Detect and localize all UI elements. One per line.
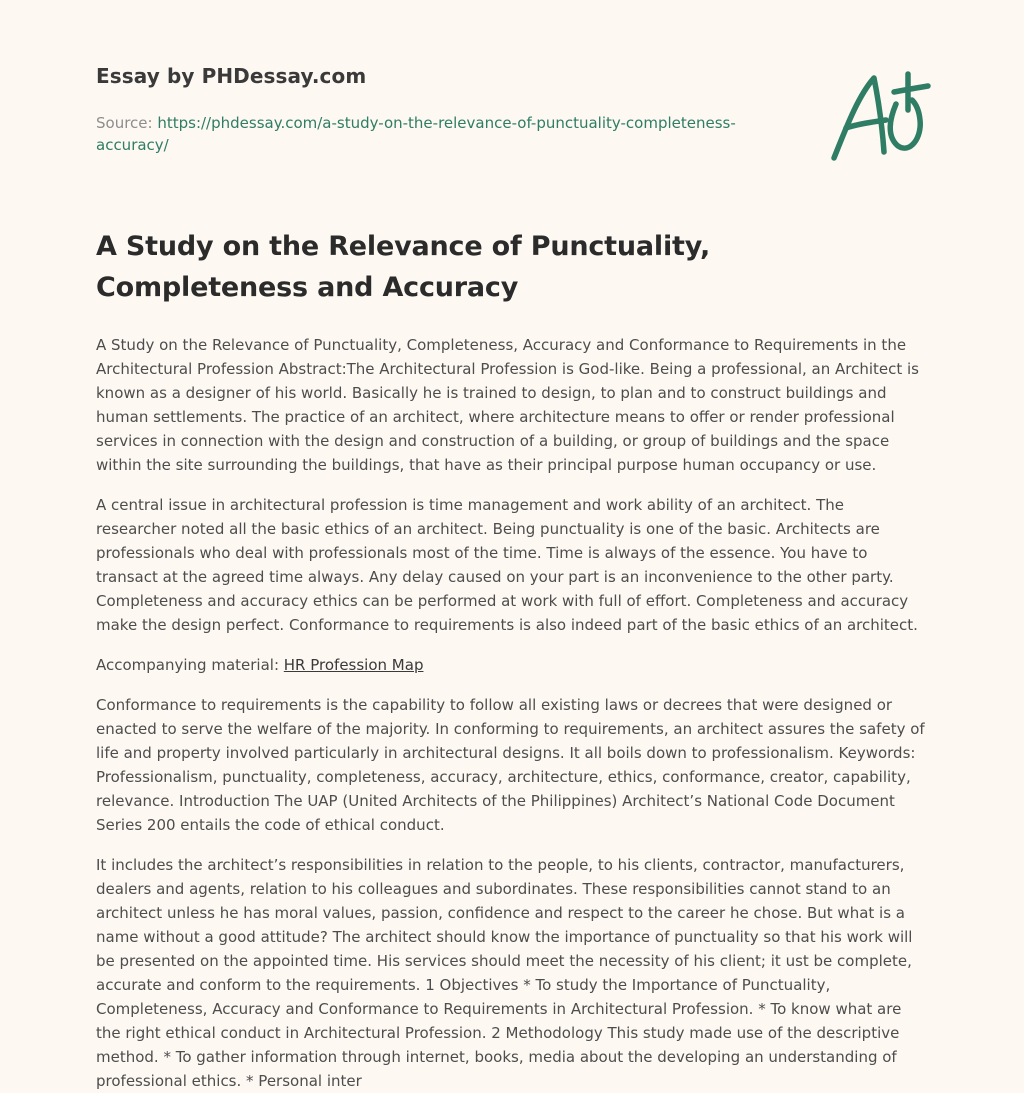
a-plus-logo-icon [824, 66, 934, 166]
accompanying-label: Accompanying material: [96, 656, 284, 674]
paragraph: A Study on the Relevance of Punctuality, Completeness, Accuracy and Conformance to Requirements in the Architectural Profession Abstract:The Architectural Profession is God-like. Being a professional, an Architect is known as a designer of his world. Basically he is trained to design, to plan and to construct buildings and human settlements. The practice of an architect, where architecture means to offer or render professional services in connection with the design and construction of a building, or group of buildings and the space within the site surrounding the buildings, that have as their principal purpose human occupancy or use. [96, 336, 919, 474]
essay-title: A Study on the Relevance of Punctuality, Completeness and Accuracy [96, 231, 711, 303]
source-line [96, 112, 746, 156]
source-label: Source: [96, 114, 158, 132]
source-link[interactable]: https://phdessay.com/a-study-on-the-relevance-of-punctuality-completeness-accuracy/ [96, 114, 736, 154]
paragraph: A central issue in architectural profession is time management and work ability of an architect. The researcher noted all the basic ethics of an architect. Being punctuality is one of the basic. Architects are professionals who deal with professionals most of the time. Time is always of the essence. You have to transact at the agreed time always. Any delay caused on your part is an inconvenience to the other party. Completeness and accuracy ethics can be performed at work with full of effort. Completeness and accuracy make the design perfect. Conformance to requirements is also indeed part of the basic ethics of an architect. [96, 496, 918, 634]
paragraph: Conformance to requirements is the capability to follow all existing laws or decrees that were designed or enacted to serve the welfare of the majority. In conforming to requirements, an architect assures the safety of life and property involved particularly in architectural designs. It all boils down to professionalism. Keywords: Professionalism, punctuality, completeness, accuracy, architecture, ethics, conformance, creator, capability, relevance. Introduction The UAP (United Architects of the Philippines) Architect’s National Code Document Series 200 entails the code of ethical conduct. [96, 696, 925, 834]
site-brand[interactable]: Essay by PHDessay.com [96, 64, 367, 88]
accompanying-link[interactable]: HR Profession Map [283, 656, 424, 674]
accompanying-material [96, 653, 928, 677]
page-header [96, 0, 928, 200]
paragraph: It includes the architect’s responsibilities in relation to the people, to his clients, contractor, manufacturers, dealers and agents, relation to his colleagues and subordinates. These responsibilities cannot stand to an architect unless he has moral values, passion, confidence and respect to the career he chose. But what is a name without a good attitude? The architect should know the importance of punctuality so that his work will be presented on the appointed time. His services should meet the necessity of his client; it ust be complete, accurate and conform to the requirements. 1 Objectives * To study the Importance of Punctuality, Completeness, Accuracy and Conformance to Requirements in Architectural Profession. * To know what are the right ethical conduct in Architectural Profession. 2 Methodology This study made use of the descriptive method. * To gather information through internet, books, media about the developing an understanding of professional ethics. * Personal inter [96, 856, 913, 1090]
essay-body [96, 333, 928, 1093]
